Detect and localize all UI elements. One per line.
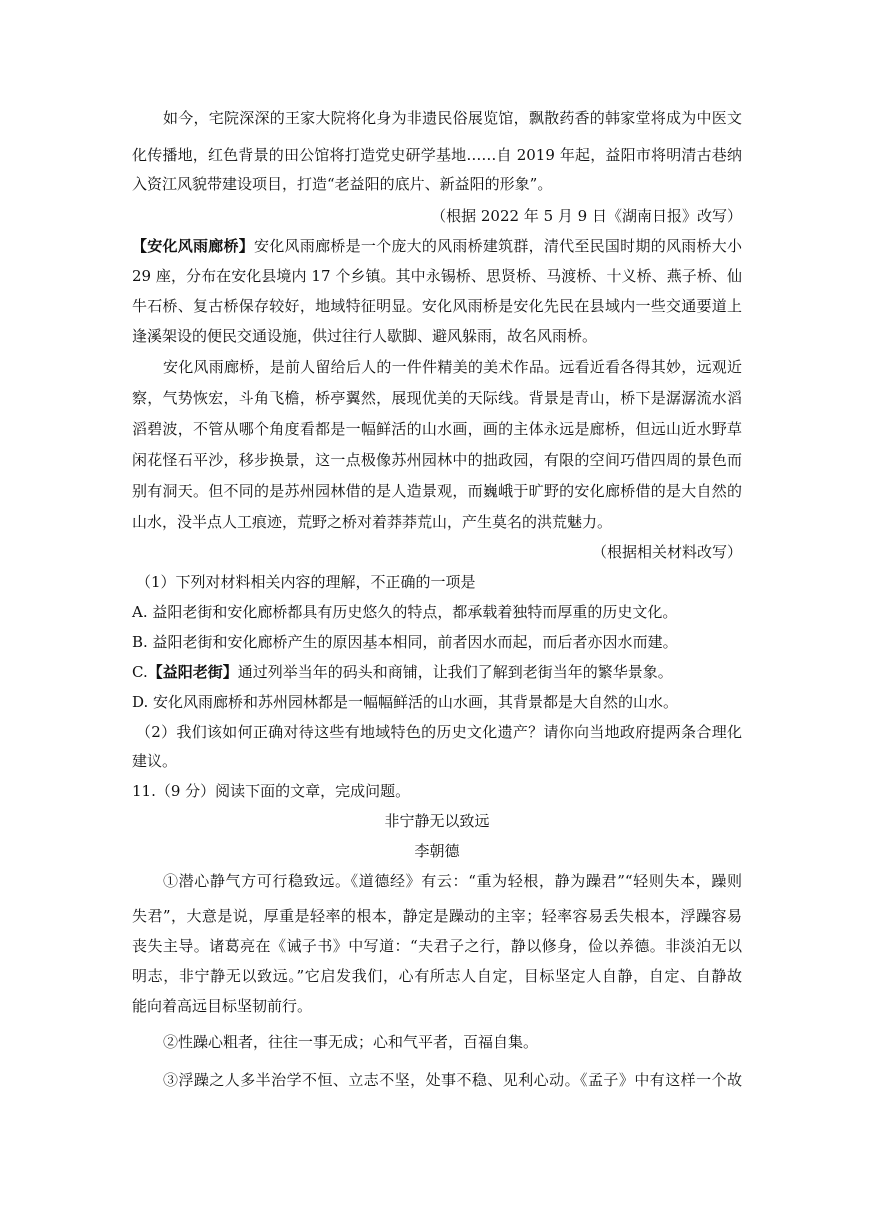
- question-2-line-2: 建议。: [132, 752, 178, 770]
- question-1-stem: （1）下列对材料相关内容的理解，不正确的一项是: [136, 573, 476, 591]
- wang-paragraph-line-3: 入资江风貌带建设项目，打造“老益阳的底片、新益阳的形象”。: [132, 175, 553, 193]
- option-c: [132, 662, 742, 682]
- option-c-tag: 【益阳老街】: [147, 663, 238, 681]
- question-11-heading: 11.（9 分）阅读下面的文章，完成问题。: [132, 782, 411, 800]
- option-a: A. 益阳老街和安化廊桥都具有历史悠久的特点，都承载着独特而厚重的历史文化。: [132, 603, 678, 621]
- question-2-line-1: （2）我们该如何正确对待这些有地域特色的历史文化遗产？请你向当地政府提两条合理化: [136, 723, 742, 741]
- option-d: D. 安化风雨廊桥和苏州园林都是一幅幅鲜活的山水画，其背景都是大自然的山水。: [132, 693, 679, 711]
- anhua2-line-3: 滔碧波，不管从哪个角度看都是一幅鲜活的山水画，画的主体永远是廊桥，但远山近水野草: [132, 420, 742, 438]
- article-p1-line-2: 失君”，大意是说，厚重是轻率的根本，静定是躁动的主宰；轻率容易丢失根本，浮躁容易: [132, 907, 742, 925]
- article-p1-line-4: 明志，非宁静无以致远。”它启发我们，心有所志人自定，目标坚定人自静，自定、自静故: [132, 967, 742, 985]
- anhua-line-1-text: 安化风雨廊桥是一个庞大的风雨桥建筑群，清代至民国时期的风雨桥大小: [254, 237, 742, 255]
- anhua-paragraph-line-1: [132, 236, 742, 256]
- article-p1-line-3: 丧失主导。诸葛亮在《诫子书》中写道：“夫君子之行，静以修身，俭以养德。非淡泊无以: [132, 937, 742, 955]
- anhua-heading-tag: 【安化风雨廊桥】: [132, 237, 255, 255]
- anhua2-line-4: 闲花怪石平沙，移步换景，这一点极像苏州园林中的拙政园，有限的空间巧借四周的景色而: [132, 451, 742, 469]
- article-title: 非宁静无以致远: [384, 812, 490, 830]
- source-note-2: （根据相关材料改写）: [591, 543, 742, 561]
- option-c-text: 通过列举当年的码头和商铺，让我们了解到老街当年的繁华景象。: [237, 663, 673, 681]
- anhua2-line-1: 安化风雨廊桥，是前人留给后人的一件件精美的美术作品。远看近看各得其妙，远观近: [163, 358, 742, 376]
- article-p3-line-1: ③浮躁之人多半治学不恒、立志不坚，处事不稳、见利心动。《孟子》中有这样一个故: [163, 1071, 742, 1089]
- anhua2-line-2: 察，气势恢宏，斗角飞檐，桥亭翼然，展现优美的天际线。背景是青山，桥下是潺潺流水滔: [132, 389, 742, 407]
- article-p1-line-5: 能向着高远目标坚韧前行。: [132, 997, 313, 1015]
- source-note-1: （根据 2022 年 5 月 9 日《湖南日报》改写）: [431, 207, 742, 225]
- anhua2-line-5: 别有洞天。但不同的是苏州园林借的是人造景观，而巍峨于旷野的安化廊桥借的是大自然的: [132, 482, 742, 500]
- option-c-prefix: C.: [132, 663, 148, 681]
- anhua-paragraph-line-2: 29 座，分布在安化县境内 17 个乡镇。其中永锡桥、思贤桥、马渡桥、十义桥、燕子桥、仙: [132, 267, 742, 285]
- anhua-paragraph-line-4: 逢溪架设的便民交通设施，供过往行人歇脚、避风躲雨，故名风雨桥。: [132, 327, 598, 345]
- article-p1-line-1: ①潜心静气方可行稳致远。《道德经》有云：“重为轻根，静为躁君”“轻则失本，躁则: [163, 872, 742, 890]
- anhua2-line-6: 山水，没半点人工痕迹，荒野之桥对着莽莽荒山，产生莫名的洪荒魅力。: [132, 513, 613, 531]
- wang-paragraph-line-2: 化传播地，红色背景的田公馆将打造党史研学基地……自 2019 年起，益阳市将明清古巷纳: [132, 146, 742, 164]
- wang-paragraph-line-1: 如今，宅院深深的王家大院将化身为非遗民俗展览馆，飘散药香的韩家堂将成为中医文: [163, 109, 742, 127]
- article-p2: ②性躁心粗者，往往一事无成；心和气平者，百福自集。: [163, 1033, 539, 1051]
- option-b: B. 益阳老街和安化廊桥产生的原因基本相同，前者因水而起，而后者亦因水而建。: [132, 633, 678, 651]
- article-author: 李朝德: [414, 842, 460, 860]
- anhua-paragraph-line-3: 牛石桥、复古桥保存较好，地域特征明显。安化风雨桥是安化先民在县域内一些交通要道上: [132, 297, 742, 315]
